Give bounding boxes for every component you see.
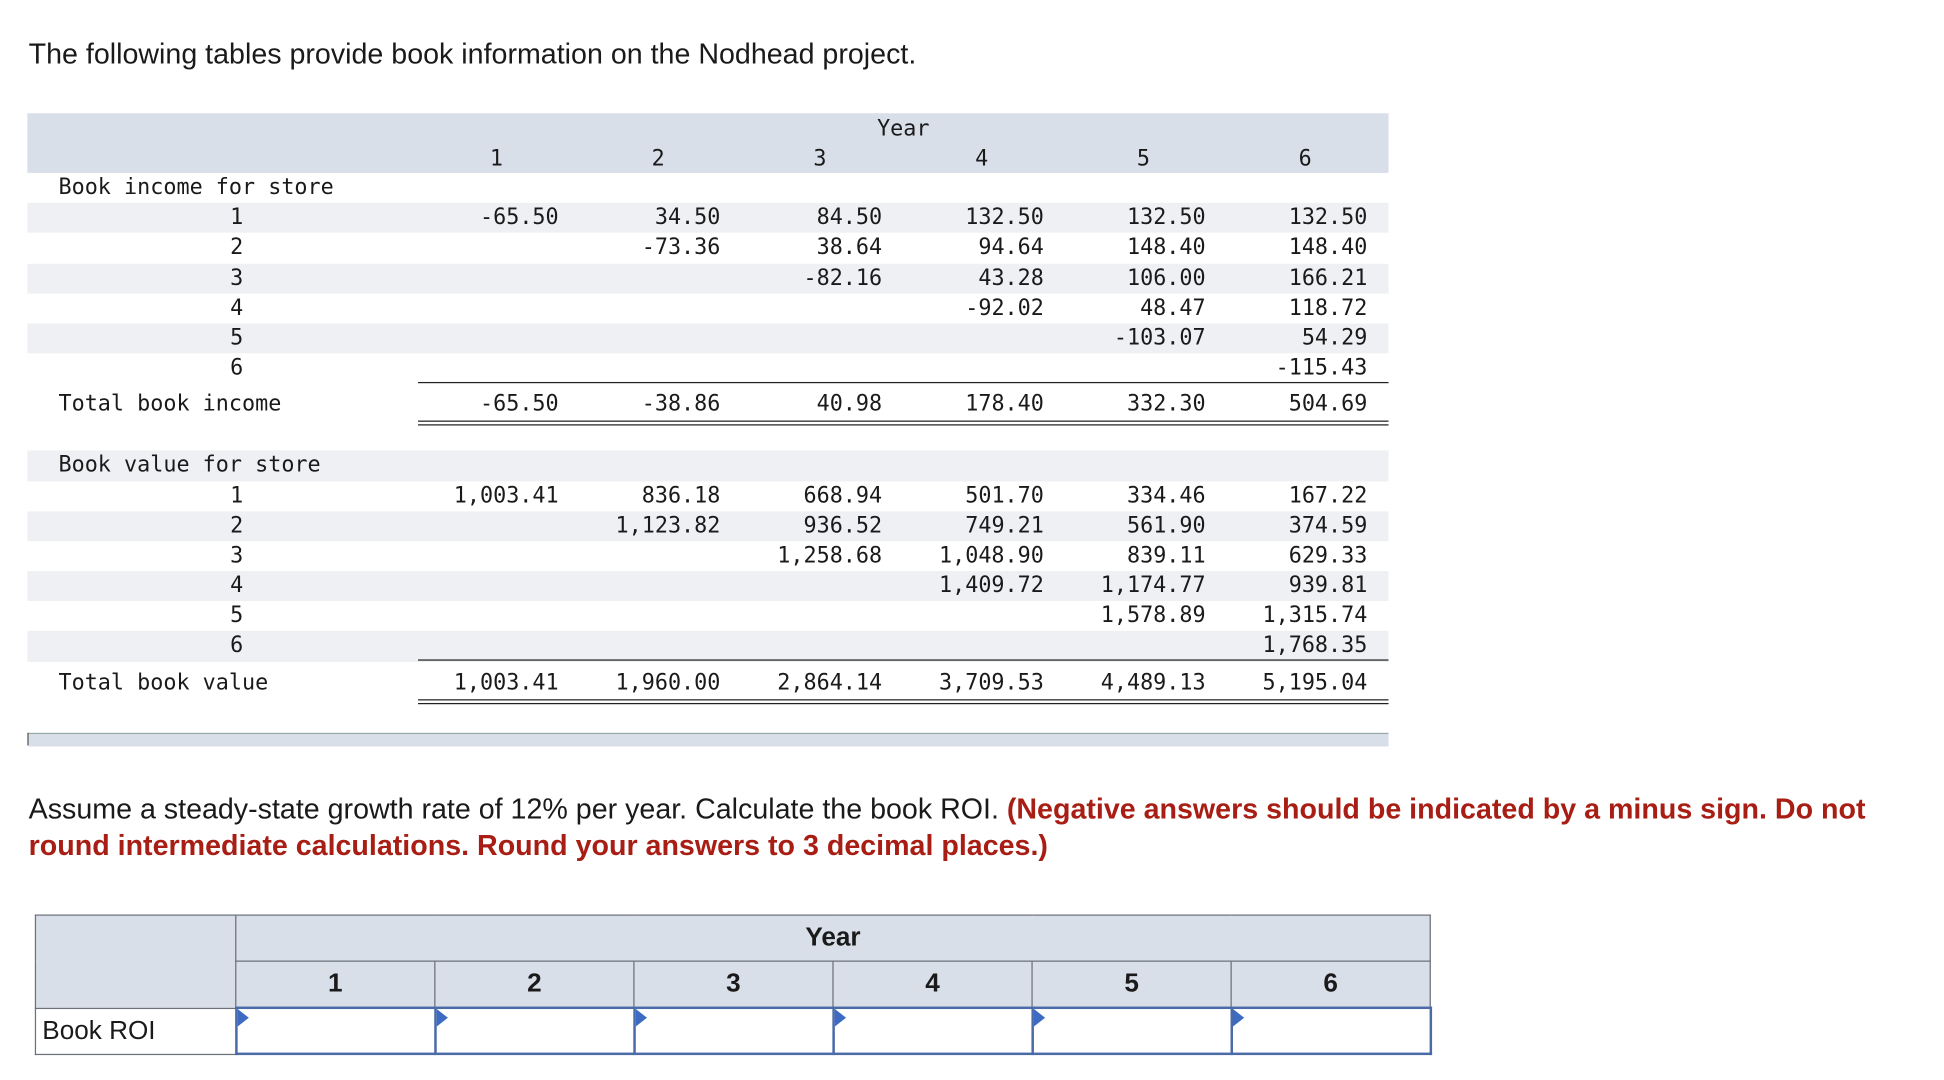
cell-year-2: 34.50 xyxy=(654,205,721,231)
store-number: 3 xyxy=(230,265,244,291)
cell-year-6: 148.40 xyxy=(1288,235,1368,261)
cell-year-4: 1,409.72 xyxy=(939,573,1044,599)
input-flag-icon xyxy=(1033,1009,1044,1026)
input-flag-icon xyxy=(436,1009,447,1026)
roi-year-col-4: 4 xyxy=(833,961,1032,1008)
cell-year-6: 54.29 xyxy=(1301,325,1368,351)
cell-year-3: 668.94 xyxy=(803,483,883,509)
year-column-headers xyxy=(27,147,1388,172)
store-number: 4 xyxy=(230,295,244,321)
book-roi-table xyxy=(35,914,1432,1055)
store-number: 6 xyxy=(230,355,244,381)
roi-year-header: Year xyxy=(236,915,1430,961)
cell-year-6: 374.59 xyxy=(1288,513,1368,539)
roi-year-col-3: 3 xyxy=(634,961,833,1008)
input-flag-icon xyxy=(635,1009,646,1026)
roi-input-year-4[interactable] xyxy=(834,1009,1031,1053)
question-instructions: (Negative answers should be indicated by a minus sign. Do not round intermediate calculations. Round your answers to 3 decimal places.) xyxy=(28,792,1866,861)
income-row-store-5 xyxy=(27,323,1388,353)
store-number: 3 xyxy=(230,543,244,569)
cell-year-5: -103.07 xyxy=(1113,325,1206,351)
store-number: 6 xyxy=(230,633,244,659)
cell-year-5: 148.40 xyxy=(1126,235,1206,261)
year-col-3: 3 xyxy=(813,146,827,172)
income-section-heading-label: Book income for store xyxy=(58,175,334,201)
year-col-2: 2 xyxy=(651,146,665,172)
cell-year-6: 118.72 xyxy=(1288,295,1368,321)
cell-year-3: 936.52 xyxy=(803,513,883,539)
roi-input-year-2[interactable] xyxy=(436,1009,633,1053)
cell-year-5: 334.46 xyxy=(1126,483,1206,509)
cell-year-4: 3,709.53 xyxy=(939,670,1044,696)
value-row-store-5 xyxy=(27,601,1388,631)
question-text xyxy=(29,791,1920,863)
roi-year-col-1: 1 xyxy=(236,961,435,1008)
store-number: 4 xyxy=(230,573,244,599)
roi-year-col-2: 2 xyxy=(435,961,634,1008)
income-row-store-3 xyxy=(27,263,1388,293)
input-flag-icon xyxy=(237,1009,248,1026)
store-number: 1 xyxy=(230,205,244,231)
cell-year-4: 132.50 xyxy=(965,205,1044,231)
roi-table-corner xyxy=(35,915,235,1008)
cell-year-4: 501.70 xyxy=(965,483,1044,509)
cell-year-4: 178.40 xyxy=(965,392,1044,418)
store-number: 5 xyxy=(230,603,244,629)
cell-year-2: 1,123.82 xyxy=(615,513,721,539)
cell-year-6: 166.21 xyxy=(1288,265,1368,291)
roi-input-year-5[interactable] xyxy=(1033,1009,1230,1053)
roi-year-col-6: 6 xyxy=(1231,961,1430,1008)
roi-answer-cell-year-3[interactable] xyxy=(634,1008,833,1054)
intro-text: The following tables provide book information on the Nodhead project. xyxy=(28,37,917,70)
value-row-store-6 xyxy=(27,631,1388,661)
table-bottom-bar xyxy=(27,733,1388,747)
roi-answer-cell-year-1[interactable] xyxy=(236,1008,435,1054)
book-information-table xyxy=(27,113,1388,704)
roi-input-year-6[interactable] xyxy=(1232,1009,1429,1053)
spacer xyxy=(27,427,1388,451)
cell-year-2: -73.36 xyxy=(641,235,721,261)
cell-year-4: 94.64 xyxy=(978,235,1044,261)
roi-answer-cell-year-2[interactable] xyxy=(435,1008,634,1054)
cell-year-6: 167.22 xyxy=(1288,483,1368,509)
cell-year-6: 1,768.35 xyxy=(1262,633,1368,659)
year-col-6: 6 xyxy=(1298,146,1312,172)
cell-year-3: 84.50 xyxy=(816,205,883,231)
cell-year-3: 38.64 xyxy=(816,235,883,261)
cell-year-6: 504.69 xyxy=(1288,392,1368,418)
income-row-store-1 xyxy=(27,203,1388,233)
store-number: 1 xyxy=(230,483,244,509)
cell-year-4: 1,048.90 xyxy=(939,543,1044,569)
cell-year-5: 132.50 xyxy=(1126,205,1206,231)
total-value-row-label: Total book value xyxy=(58,670,269,696)
question-main: Assume a steady-state growth rate of 12% per year. Calculate the book ROI. xyxy=(28,792,999,825)
year-header: Year xyxy=(877,116,930,142)
value-row-store-4 xyxy=(27,571,1388,601)
store-number: 2 xyxy=(230,513,244,539)
value-row-store-2 xyxy=(27,511,1388,541)
input-flag-icon xyxy=(834,1009,845,1026)
roi-input-year-3[interactable] xyxy=(635,1009,832,1053)
total-income-row-label: Total book income xyxy=(58,392,282,418)
double-underline xyxy=(418,421,1388,426)
income-section-heading xyxy=(27,173,1388,203)
cell-year-5: 839.11 xyxy=(1126,543,1206,569)
cell-year-1: 1,003.41 xyxy=(453,483,559,509)
year-col-5: 5 xyxy=(1136,146,1150,172)
cell-year-1: -65.50 xyxy=(479,392,559,418)
cell-year-5: 1,174.77 xyxy=(1100,573,1206,599)
cell-year-4: 43.28 xyxy=(978,265,1044,291)
cell-year-6: 5,195.04 xyxy=(1262,670,1368,696)
input-flag-icon xyxy=(1232,1009,1243,1026)
value-section-heading xyxy=(27,451,1388,481)
cell-year-3: 2,864.14 xyxy=(777,670,883,696)
value-row-store-1 xyxy=(27,481,1388,511)
store-number: 2 xyxy=(230,235,244,261)
store-number: 5 xyxy=(230,325,244,351)
cell-year-4: 749.21 xyxy=(965,513,1044,539)
cell-year-1: 1,003.41 xyxy=(453,670,559,696)
cell-year-6: 939.81 xyxy=(1288,573,1368,599)
income-row-store-4 xyxy=(27,293,1388,323)
roi-row-label: Book ROI xyxy=(35,1008,235,1054)
cell-year-5: 106.00 xyxy=(1126,265,1206,291)
cell-year-3: -82.16 xyxy=(803,265,883,291)
income-row-store-2 xyxy=(27,233,1388,263)
roi-answer-cell-year-4[interactable] xyxy=(833,1008,1032,1054)
year-col-1: 1 xyxy=(489,146,503,172)
book-table-body xyxy=(27,173,1388,704)
cell-year-5: 4,489.13 xyxy=(1100,670,1206,696)
cell-year-6: -115.43 xyxy=(1275,355,1368,381)
total-income-row xyxy=(27,384,1388,428)
roi-input-year-1[interactable] xyxy=(237,1009,434,1053)
double-underline xyxy=(418,699,1388,704)
roi-answer-cell-year-5[interactable] xyxy=(1032,1008,1231,1054)
cell-year-6: 629.33 xyxy=(1288,543,1368,569)
roi-year-col-5: 5 xyxy=(1032,961,1231,1008)
roi-answer-row xyxy=(35,1008,1430,1054)
cell-year-2: 836.18 xyxy=(641,483,721,509)
cell-year-2: 1,960.00 xyxy=(615,670,721,696)
cell-year-4: -92.02 xyxy=(965,295,1044,321)
cell-year-1: -65.50 xyxy=(479,205,559,231)
value-section-heading-label: Book value for store xyxy=(58,453,321,479)
cell-year-6: 1,315.74 xyxy=(1262,603,1368,629)
cell-year-6: 132.50 xyxy=(1288,205,1368,231)
cell-year-3: 40.98 xyxy=(816,392,883,418)
cell-year-5: 561.90 xyxy=(1126,513,1206,539)
cell-year-5: 48.47 xyxy=(1140,295,1206,321)
roi-year-row xyxy=(35,961,1430,1008)
year-col-4: 4 xyxy=(975,146,989,172)
cell-year-5: 332.30 xyxy=(1126,392,1206,418)
roi-answer-cell-year-6[interactable] xyxy=(1231,1008,1430,1054)
book-table-header xyxy=(27,113,1388,173)
total-value-row xyxy=(27,661,1388,703)
cell-year-3: 1,258.68 xyxy=(777,543,883,569)
table-bottom-tick xyxy=(27,733,28,745)
cell-year-5: 1,578.89 xyxy=(1100,603,1206,629)
income-row-store-6 xyxy=(27,354,1388,384)
cell-year-2: -38.86 xyxy=(641,392,721,418)
value-row-store-3 xyxy=(27,541,1388,571)
